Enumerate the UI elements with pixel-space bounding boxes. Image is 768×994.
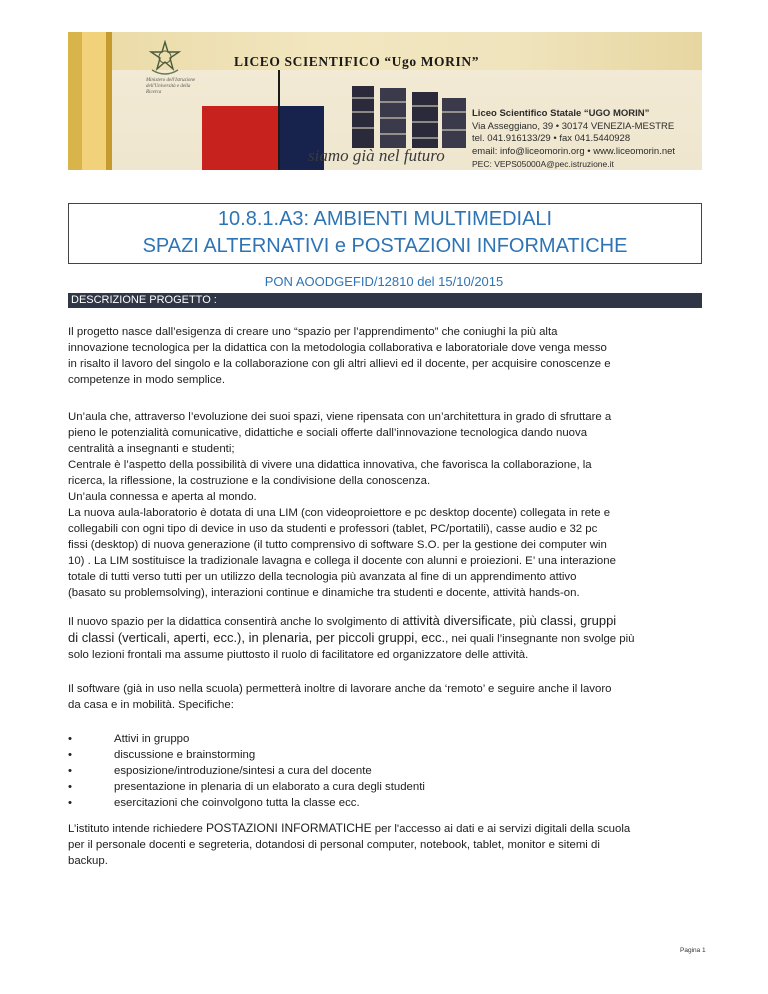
paragraph-3 — [68, 613, 702, 663]
address-line: Liceo Scientifico Statale “UGO MORIN” — [472, 108, 650, 119]
text-line: per il personale docenti e segreteria, dotandosi di personal computer, notebook, tablet, monitor e sitemi di — [68, 839, 600, 851]
doc-title-line-1: 10.8.1.A3: AMBIENTI MULTIMEDIALI — [217, 208, 553, 230]
list-item: • presentazione in plenaria di un elaborato a cura degli studenti — [68, 781, 425, 793]
school-address — [472, 108, 675, 170]
text-line: La nuova aula-laboratorio è dotata di una LIM (con videoproiettore e pc desktop docente) collegata in rete e — [68, 507, 611, 519]
bullet-icon: • — [68, 781, 72, 793]
text-line: totale di tutti verso tutti per un utilizzo della tecnologia più avanzata al fine di un apprendimento attivo — [68, 571, 577, 583]
paragraph-5 — [68, 820, 702, 869]
text-run: per l'accesso ai dati e ai servizi digitali della scuola — [371, 823, 631, 835]
paragraph-1 — [68, 324, 702, 388]
text-line: (basato su problemsolving), interazioni continue e dinamiche tra studenti e docente, attività hands-on. — [68, 587, 580, 599]
text-line: fissi (desktop) di nuova generazione (il tutto comprensivo di software S.O. per la gestione dei computer win — [68, 539, 607, 551]
bullet-icon: • — [68, 797, 72, 809]
text-run-emphasis: attività diversificate, più classi, gruppi — [402, 613, 617, 628]
text-run-emphasis: POSTAZIONI INFORMATICHE — [206, 821, 372, 835]
address-line: tel. 041.916133/29 • fax 041.5440928 — [472, 133, 631, 144]
bullet-icon: • — [68, 765, 72, 777]
list-item: • esercitazioni che coinvolgono tutta la classe ecc. — [68, 797, 360, 809]
section-header: DESCRIZIONE PROGETTO : — [68, 293, 702, 308]
text-line: in risalto il lavoro del singolo e la collaborazione con gli altri allievi ed il docente, per acquisire conoscenze e — [68, 358, 611, 370]
doc-title-line-2: SPAZI ALTERNATIVI e POSTAZIONI INFORMATICHE — [142, 235, 628, 257]
specifications-list — [68, 731, 702, 811]
banner-yellow-block — [82, 32, 106, 170]
school-name: LICEO SCIENTIFICO “Ugo MORIN” — [234, 54, 480, 69]
text-run: L’istituto intende richiedere — [68, 823, 207, 835]
address-line: PEC: VEPS05000A@pec.istruzione.it — [472, 159, 614, 169]
banner-stripe-2 — [106, 32, 112, 170]
banner-red-square — [202, 106, 278, 170]
republic-emblem-icon — [148, 40, 182, 76]
banner-stripe — [68, 32, 82, 170]
text-line: backup. — [68, 855, 108, 867]
list-item: • discussione e brainstorming — [68, 749, 256, 761]
text-line: ricerca, la riflessione, la costruzione e la condivisione della conoscenza. — [68, 475, 431, 487]
text-line: competenze in modo semplice. — [68, 374, 226, 386]
text-line: pieno le potenzialità comunicative, didattiche e sociali offerte dall’innovazione tecnologica dando nuova — [68, 427, 588, 439]
text-line: Il progetto nasce dall’esigenza di creare uno “spazio per l’apprendimento” che coniughi la più alta — [68, 326, 558, 338]
bullet-icon: • — [68, 749, 72, 761]
text-line: da casa e in mobilità. Specifiche: — [68, 699, 234, 711]
text-line: innovazione tecnologica per la didattica con la metodologia collaborativa e laboratoriale dove venga messo — [68, 342, 607, 354]
page-number: Pagina 1 — [680, 947, 706, 954]
list-item: • Attivi in gruppo — [68, 733, 190, 745]
text-line: solo lezioni frontali ma assume piuttosto il ruolo di facilitatore ed organizzatore delle attività. — [68, 649, 529, 661]
text-line: 10) . La LIM sostituisce la tradizionale lavagna e collega il docente con alunni e proiezioni. E’ una interazione — [68, 555, 616, 567]
text-line: Un’aula connessa e aperta al mondo. — [68, 491, 257, 503]
text-line: Un’aula che, attraverso l’evoluzione dei suoi spazi, viene ripensata con un’architettura in grado di sfruttare a — [68, 411, 612, 423]
address-line: email: info@liceomorin.org • www.liceomorin.net — [472, 145, 676, 157]
text-line: Il software (già in uso nella scuola) permetterà inoltre di lavorare anche da ‘remoto’ e seguire anche il lavoro — [68, 683, 612, 695]
logo-wordcloud-icon — [350, 84, 470, 150]
letterhead-banner — [68, 32, 702, 170]
bullet-icon: • — [68, 733, 72, 745]
paragraph-2 — [68, 409, 702, 601]
title-box — [68, 203, 702, 264]
text-run: Il nuovo spazio per la didattica consentirà anche lo svolgimento di — [68, 616, 403, 628]
emblem-caption: Ministero dell'Istruzione dell'Università e della Ricerca — [146, 78, 196, 95]
address-line: Via Asseggiano, 39 • 30174 VENEZIA-MESTRE — [472, 120, 675, 132]
list-item: • esposizione/introduzione/sintesi a cura del docente — [68, 765, 372, 777]
doc-subtitle: PON AOODGEFID/12810 del 15/10/2015 — [264, 274, 504, 289]
text-line: centralità a insegnanti e studenti; — [68, 443, 235, 455]
school-motto: siamo già nel futuro — [308, 146, 445, 165]
text-line: Centrale è l’aspetto della possibilità di vivere una didattica innovativa, che favorisca la collaborazione, la — [68, 459, 592, 471]
text-run-emphasis: di classi (verticali, aperti, ecc.), in plenaria, per piccoli gruppi, ecc. — [68, 630, 446, 645]
text-run: , nei quali l’insegnante non svolge più — [445, 633, 635, 645]
text-line: collegabili con ogni tipo di device in uso da studenti e professori (tablet, PC/portatili), casse audio e 32 pc — [68, 523, 598, 535]
paragraph-4 — [68, 681, 702, 713]
